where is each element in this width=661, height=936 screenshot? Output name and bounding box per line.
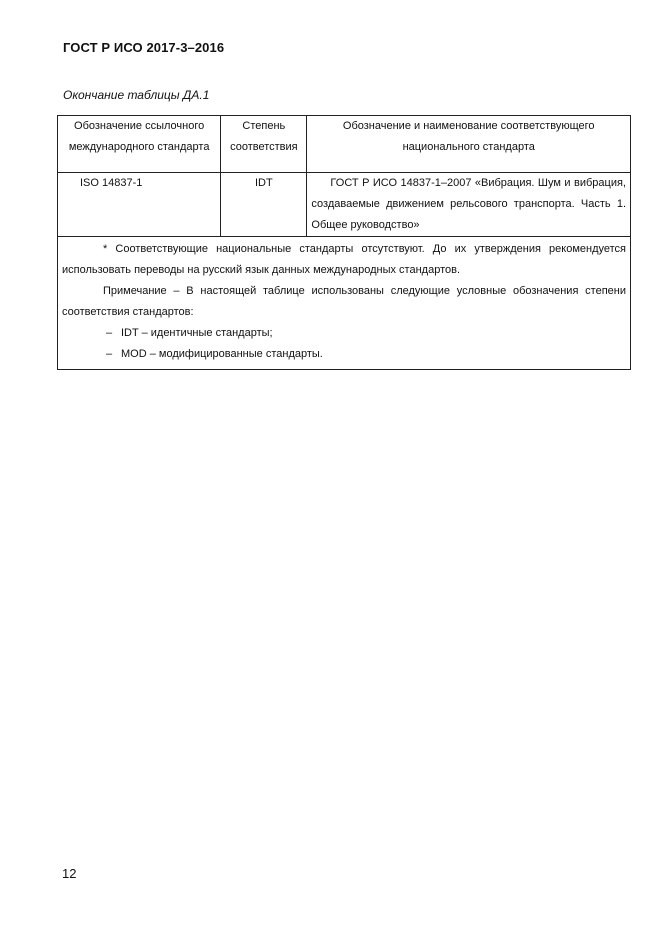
correspondence-table-container <box>57 115 631 370</box>
table-notes-row <box>58 237 631 370</box>
remark-text: Примечание – В настоящей таблице использованы следующие условные обозначения степени соответствия стандартов: <box>62 285 626 318</box>
cell-national-standard: ГОСТ Р ИСО 14837-1–2007 «Вибрация. Шум и вибрация, создаваемые движением рельсового транспорта. Часть 1. Общее руководство» <box>307 173 631 237</box>
table-caption: Окончание таблицы ДА.1 <box>63 88 210 102</box>
list-item-text: IDT – идентичные стандарты; <box>121 327 273 339</box>
list-item <box>62 323 626 344</box>
correspondence-table <box>57 115 631 370</box>
table-header-row <box>58 116 631 173</box>
cell-reference-standard: ISO 14837-1 <box>58 173 221 237</box>
column-header-national: Обозначение и наименование соответствующего национального стандарта <box>307 116 631 173</box>
table-row <box>58 173 631 237</box>
table-notes <box>58 237 631 370</box>
page-number: 12 <box>62 866 77 881</box>
dash-marker: – <box>106 348 113 360</box>
list-item <box>62 344 626 365</box>
cell-degree: IDT <box>221 173 307 237</box>
document-header: ГОСТ Р ИСО 2017-3–2016 <box>63 40 225 55</box>
column-header-reference: Обозначение ссылочного международного стандарта <box>58 116 221 173</box>
list-item-text: MOD – модифицированные стандарты. <box>121 348 323 360</box>
footnote-text: * Соответствующие национальные стандарты отсутствуют. До их утверждения рекомендуется использовать переводы на русский язык данных международных стандартов. <box>62 243 626 276</box>
dash-marker: – <box>106 327 113 339</box>
column-header-degree: Степень соответствия <box>221 116 307 173</box>
